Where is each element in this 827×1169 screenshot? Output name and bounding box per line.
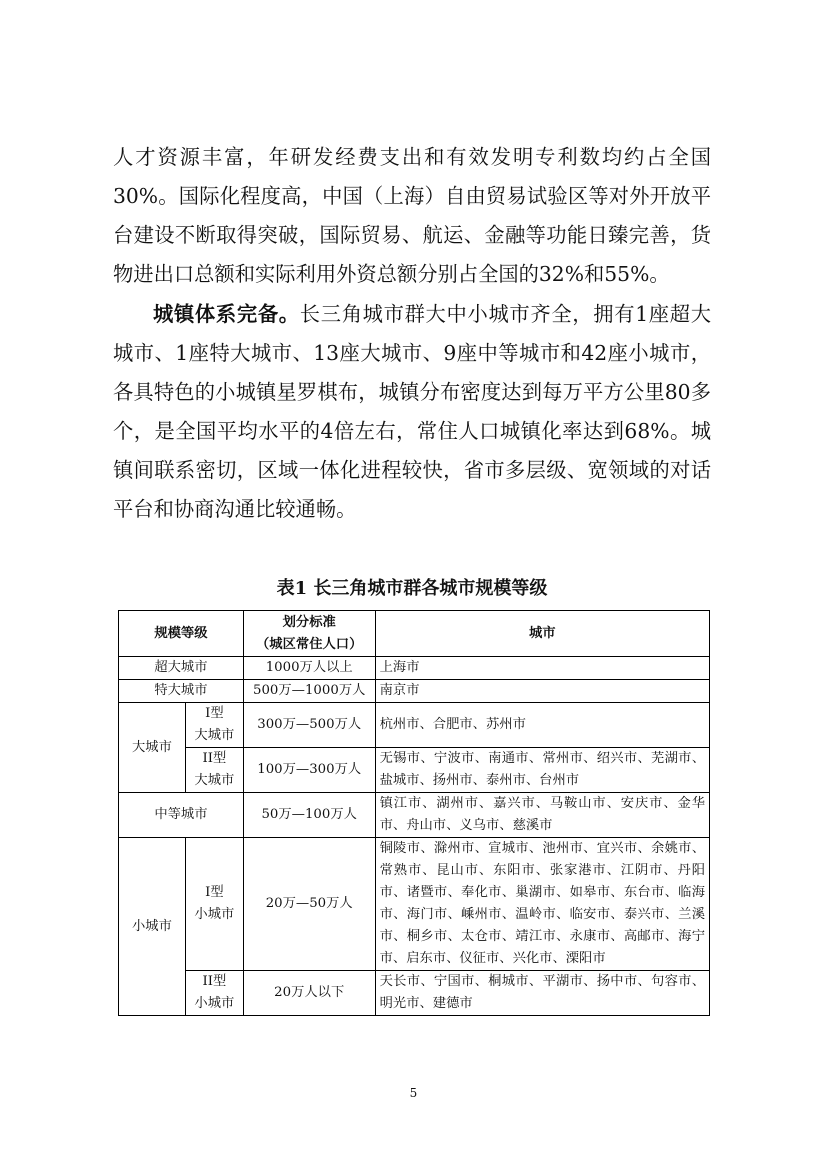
standard-cell: 300万—500万人 — [243, 703, 375, 748]
table-row — [119, 680, 710, 703]
table-row — [119, 703, 710, 748]
header-standard — [243, 611, 375, 657]
level-cell: 特大城市 — [119, 680, 244, 703]
sublevel-cell — [185, 748, 243, 793]
standard-cell: 20万—50万人 — [243, 838, 375, 971]
level-cell: 中等城市 — [119, 793, 244, 838]
header-scale-level: 规模等级 — [119, 611, 244, 657]
paragraph-heading: 城镇体系完备。 — [153, 302, 300, 326]
cities-cell: 镇江市、湖州市、嘉兴市、马鞍山市、安庆市、金华市、舟山市、义乌市、慈溪市 — [375, 793, 709, 838]
table-row — [119, 971, 710, 1016]
standard-cell: 50万—100万人 — [243, 793, 375, 838]
sublevel-line2: 小城市 — [194, 996, 235, 1011]
sublevel-cell — [185, 703, 243, 748]
standard-cell: 500万—1000万人 — [243, 680, 375, 703]
table-row — [119, 748, 710, 793]
sublevel-line1: I型 — [205, 885, 224, 900]
level-cell: 大城市 — [119, 703, 186, 793]
city-scale-table — [118, 610, 710, 1016]
table-header-row — [119, 611, 710, 657]
sublevel-line2: 大城市 — [194, 728, 235, 743]
level-cell: 小城市 — [119, 838, 186, 1016]
header-cities: 城市 — [375, 611, 709, 657]
header-standard-line1: 划分标准 — [282, 614, 336, 630]
header-standard-line2: （城区常住人口） — [256, 636, 363, 652]
cities-cell: 杭州市、合肥市、苏州市 — [375, 703, 709, 748]
cities-cell: 上海市 — [375, 657, 709, 680]
sublevel-cell — [185, 971, 243, 1016]
cities-cell: 铜陵市、滁州市、宣城市、池州市、宜兴市、余姚市、常熟市、昆山市、东阳市、张家港市、江阴市、丹阳市、诸暨市、奉化市、巢湖市、如皋市、东台市、临海市、海门市、嵊州市、温岭市、临安市、泰兴市、兰溪市、桐乡市、太仓市、靖江市、永康市、高邮市、海宁市、启东市、仪征市、兴化市、溧阳市 — [375, 838, 709, 971]
table-caption: 表1 长三角城市群各城市规模等级 — [276, 578, 548, 599]
cities-cell: 无锡市、宁波市、南通市、常州市、绍兴市、芜湖市、盐城市、扬州市、泰州市、台州市 — [375, 748, 709, 793]
sublevel-line1: II型 — [202, 751, 227, 766]
sublevel-line1: II型 — [202, 974, 227, 989]
standard-cell: 20万人以下 — [243, 971, 375, 1016]
sublevel-cell — [185, 838, 243, 971]
page-number: 5 — [409, 1086, 418, 1100]
paragraph-urban-system — [113, 295, 711, 529]
cities-cell: 南京市 — [375, 680, 709, 703]
standard-cell: 100万—300万人 — [243, 748, 375, 793]
paragraph-international: 人才资源丰富，年研发经费支出和有效发明专利数均约占全国30%。国际化程度高，中国（上海）自由贸易试验区等对外开放平台建设不断取得突破，国际贸易、航运、金融等功能日臻完善，货物进出口总额和实际利用外资总额分别占全国的32%和55%。 — [113, 145, 711, 286]
sublevel-line2: 大城市 — [194, 773, 235, 788]
paragraph-body: 长三角城市群大中小城市齐全，拥有1座超大城市、1座特大城市、13座大城市、9座中等城市和42座小城市，各具特色的小城镇星罗棋布，城镇分布密度达到每万平方公里80多个，是全国平均水平的4倍左右，常住人口城镇化率达到68%。城镇间联系密切，区域一体化进程较快，省市多层级、宽领域的对话平台和协商沟通比较通畅。 — [113, 302, 711, 521]
table-row — [119, 838, 710, 971]
body-text — [113, 138, 711, 529]
cities-cell: 天长市、宁国市、桐城市、平湖市、扬中市、句容市、明光市、建德市 — [375, 971, 709, 1016]
sublevel-line2: 小城市 — [194, 907, 235, 922]
sublevel-line1: I型 — [205, 706, 224, 721]
table-row — [119, 793, 710, 838]
level-cell: 超大城市 — [119, 657, 244, 680]
table-row — [119, 657, 710, 680]
standard-cell: 1000万人以上 — [243, 657, 375, 680]
